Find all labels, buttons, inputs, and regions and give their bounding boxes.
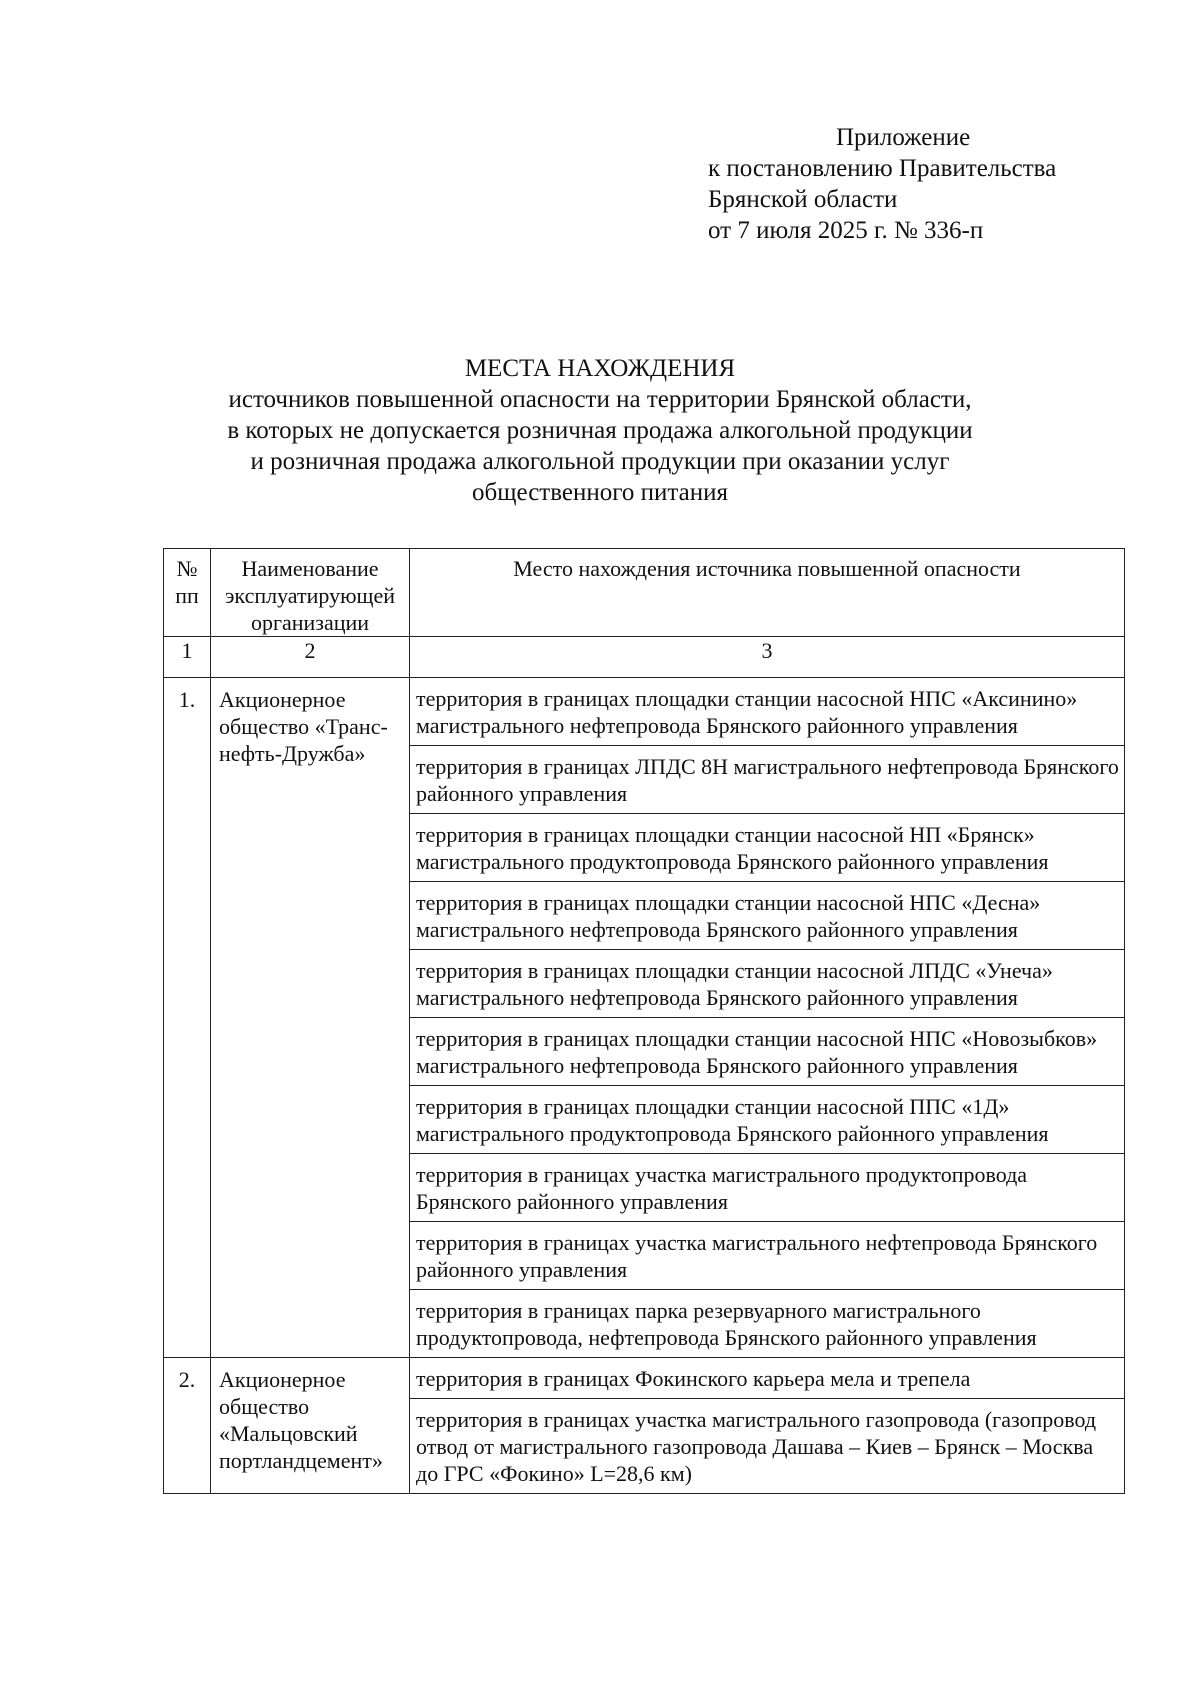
document-subtitle: источников повышенной опасности на территории Брянской области,: [228, 386, 972, 413]
table-row: [164, 678, 1125, 1358]
column-index: 3: [410, 637, 1125, 678]
hazard-sources-table: [163, 548, 1125, 1494]
place-item: территория в границах участка магистрального нефтепровода Брянского районного управления: [410, 1222, 1124, 1290]
column-index-row: [164, 637, 1125, 678]
place-item: территория в границах площадки станции насосной НП «Брянск» магистрального продуктопровода Брянского районного управления: [410, 814, 1124, 882]
place-item: территория в границах участка магистрального продуктопровода Брянского районного управления: [410, 1154, 1124, 1222]
appendix-line: Брянской области: [708, 186, 898, 213]
appendix-line: Приложение: [836, 124, 971, 151]
place-item: территория в границах площадки станции насосной НПС «Аксинино» магистрального нефтепровода Брянского районного управления: [410, 678, 1124, 746]
place-item: территория в границах ЛПДС 8Н магистрального нефтепровода Брянского районного управления: [410, 746, 1124, 814]
column-index: 1: [164, 637, 211, 678]
appendix-date-number: от 7 июля 2025 г. № 336-п: [708, 217, 984, 244]
place-item: территория в границах площадки станции насосной ППС «1Д» магистрального продуктопровода Брянского районного управления: [410, 1086, 1124, 1154]
places-list: [410, 678, 1125, 1358]
place-item: территория в границах площадки станции насосной НПС «Десна» магистрального нефтепровода Брянского районного управления: [410, 882, 1124, 950]
organization-name: Акционерное общество «Мальцовский портландцемент»: [211, 1358, 410, 1494]
header-number: № пп: [164, 549, 211, 637]
place-item: территория в границах парка резервуарного магистрального продуктопровода, нефтепровода Брянского районного управления: [416, 1298, 1037, 1350]
appendix-line: к постановлению Правительства: [708, 155, 1057, 182]
header-place: Место нахождения источника повышенной опасности: [410, 549, 1125, 637]
organization-name: Акционерное общество «Транс-нефть-Дружба»: [211, 678, 410, 1358]
table-header-row: [164, 549, 1125, 637]
places-list: [410, 1358, 1125, 1494]
column-index: 2: [211, 637, 410, 678]
document-subtitle: и розничная продажа алкогольной продукции при оказании услуг: [250, 448, 950, 475]
place-item: территория в границах площадки станции насосной ЛПДС «Унеча» магистрального нефтепровода Брянского районного управления: [410, 950, 1124, 1018]
document-title: МЕСТА НАХОЖДЕНИЯ: [464, 355, 736, 382]
place-item: территория в границах площадки станции насосной НПС «Новозыбков» магистрального нефтепровода Брянского районного управления: [410, 1018, 1124, 1086]
appendix-block: [708, 122, 1168, 246]
table-row: [164, 1358, 1125, 1494]
row-number: 1.: [164, 678, 211, 1358]
document-subtitle: общественного питания: [472, 479, 728, 506]
place-item: территория в границах Фокинского карьера мела и трепела: [410, 1358, 1124, 1399]
document-subtitle: в которых не допускается розничная продажа алкогольной продукции: [227, 417, 973, 444]
place-item: территория в границах участка магистрального газопровода (газопровод отвод от магистрального газопровода Дашава – Киев – Брянск – Москва до ГРС «Фокино» L=28,6 км): [416, 1407, 1097, 1486]
header-organization: Наименование эксплуатирующей организации: [211, 549, 410, 637]
row-number: 2.: [164, 1358, 211, 1494]
document-title-block: [150, 353, 1050, 508]
